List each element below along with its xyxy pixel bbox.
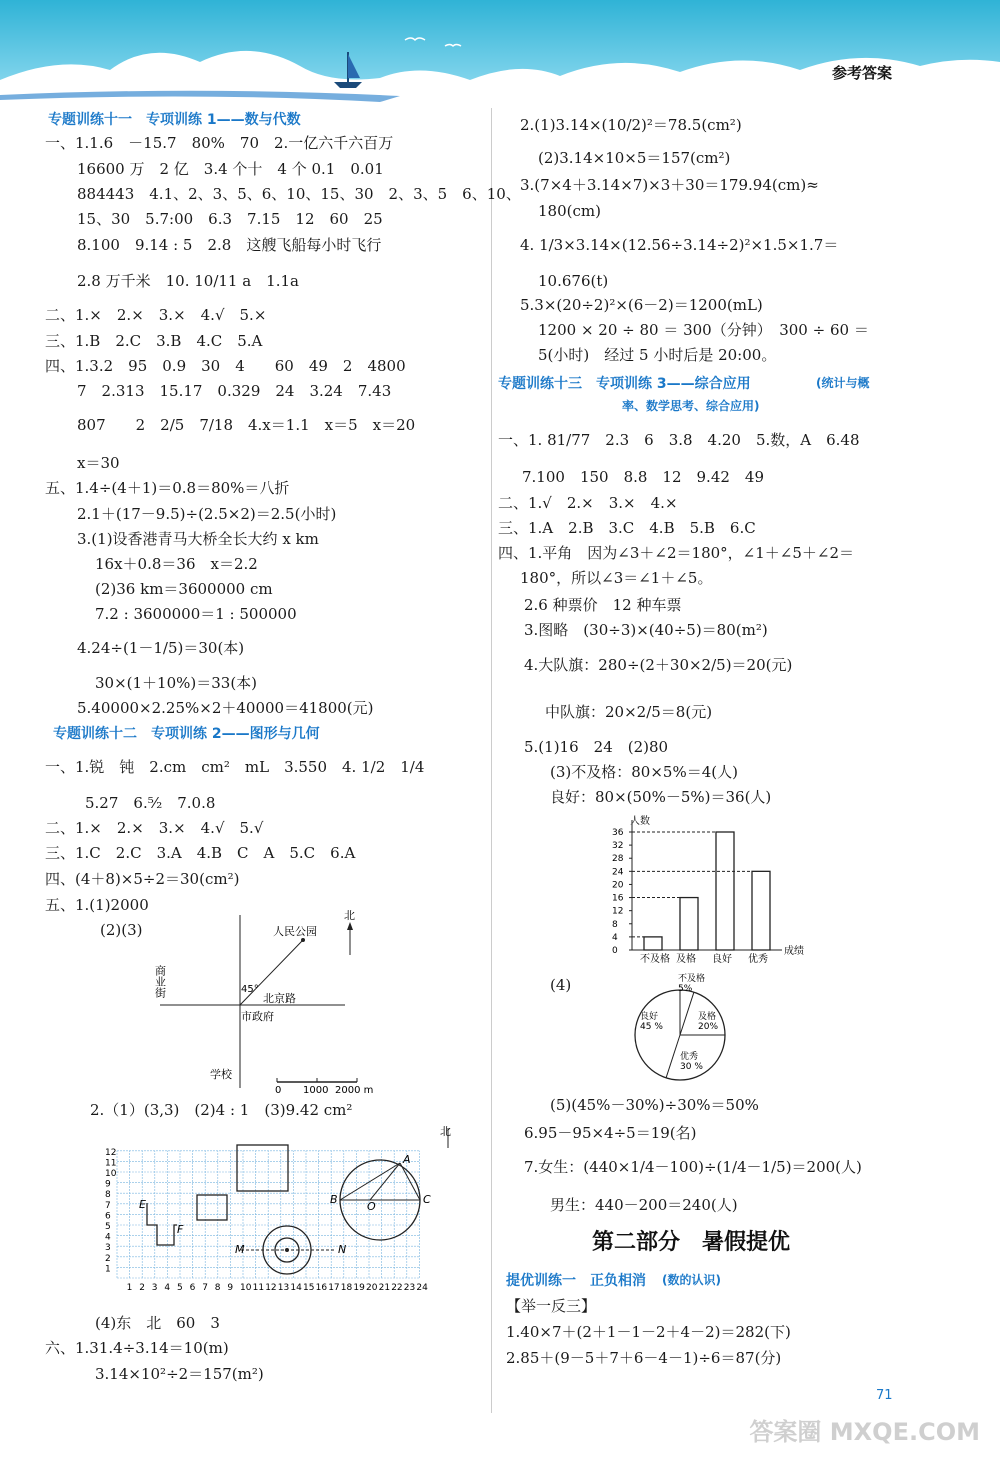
x-tick-label: 21 [378,1283,391,1293]
answer-line: 2.8 万千米 10. 10/11 a 1.1a [77,272,299,290]
map-label: 北 [344,909,355,922]
answer-line: 三、1.A 2.B 3.C 4.B 5.B 6.C [498,519,756,537]
answer-line: 7.2 : 3600000＝1 : 500000 [95,605,297,623]
section-title: 提优训练一 正负相消 [506,1273,646,1289]
point-label: A [403,1153,411,1166]
point-label: F [177,1223,184,1236]
x-tick-label: 优秀 [748,954,768,965]
answer-line: 5.40000×2.25%×2＋40000＝41800(元) [77,699,374,717]
page-number: 71 [876,1388,893,1403]
map-label: 学校 [210,1068,232,1081]
answer-line: 2.6 种票价 12 种车票 [524,596,682,614]
y-tick-label: 4 [612,932,618,943]
y-tick-label: 32 [612,841,624,852]
x-tick-label: 1 [126,1283,133,1293]
pie-chart [620,967,750,1092]
scale-label: 2000 m [335,1085,374,1096]
map-label: 商业街 [153,965,167,998]
y-tick-label: 0 [612,946,618,956]
scale-label: 0 [275,1085,282,1096]
bar [644,937,662,950]
map-label: 人民公园 [273,925,317,938]
y-tick-label: 3 [105,1243,111,1254]
pie-value-label: 20% [698,1022,719,1032]
answer-line: 3.14×10²÷2＝157(m²) [95,1365,264,1383]
x-tick-label: 16 [315,1283,328,1293]
answer-line: x＝30 [77,454,120,472]
y-tick-label: 16 [612,893,624,904]
x-tick-label: 不及格 [640,954,670,965]
column-divider [491,108,492,1413]
answer-line: 中队旗：20×2/5＝8(元) [545,703,713,721]
x-tick-label: 3 [151,1283,158,1293]
bracket-heading: 【举一反三】 [506,1297,597,1315]
map-label: 45° [241,984,259,995]
bar [680,898,698,950]
x-tick-label: 及格 [676,954,696,965]
answer-line: 二、1.× 2.× 3.× 4.√ 5.√ [45,819,264,837]
answer-line: 2.(1)3.14×(10/2)²＝78.5(cm²) [520,116,742,134]
answer-line: 四、(4＋8)×5÷2＝30(cm²) [45,870,240,888]
x-tick-label: 17 [328,1283,340,1293]
answer-line: 2.（1）(3,3) (2)4 : 1 (3)9.42 cm² [90,1101,353,1119]
pie-label: 优秀 [680,1052,699,1062]
answer-line: 30×(1＋10%)＝33(本) [95,674,258,692]
answer-line: 一、1.锐 钝 2.cm cm² mL 3.550 4. 1/2 1/4 [45,758,425,776]
header-title: 参考答案 [831,64,892,82]
map-label: 北京路 [263,992,296,1005]
y-tick-label: 11 [105,1158,117,1169]
grid-north: 北 [440,1125,451,1138]
x-tick-label: 11 [252,1283,265,1293]
answer-line: (2)3.14×10×5＝157(cm²) [538,149,731,167]
answer-line: 6.95－95×4÷5＝19(名) [524,1124,697,1142]
y-tick-label: 36 [612,828,624,838]
x-tick-label: 12 [265,1283,277,1293]
answer-line: 5(小时) 经过 5 小时后是 20:00。 [538,346,777,364]
x-tick-label: 良好 [712,954,732,965]
answer-line: 7 2.313 15.17 0.329 24 3.24 7.43 [77,382,392,400]
x-tick-label: 8 [214,1283,221,1293]
x-tick-label: 24 [416,1283,428,1293]
answer-line: 3.图略 (30÷3)×(40÷5)＝80(m²) [524,621,768,639]
pie-slice-edge [680,992,694,1035]
point-label: C [423,1193,431,1206]
answer-line: 六、1.31.4÷3.14＝10(m) [45,1339,229,1357]
x-tick-label: 6 [189,1283,196,1293]
answer-line: (2)(3) [100,921,143,939]
answer-line: (4)东 北 60 3 [95,1314,220,1332]
section-title: 专题训练十二 专项训练 2——图形与几何 [53,726,320,742]
x-tick-label: 2 [139,1283,145,1293]
x-tick-label: 23 [403,1283,416,1293]
y-tick-label: 24 [612,867,624,878]
point-label: N [338,1243,347,1256]
bar [752,871,770,950]
point-label: E [139,1198,146,1211]
x-axis-label: 成绩 [784,946,804,957]
answer-line: 10.676(t) [538,272,609,290]
answer-line: 5.27 6.⁵⁄₂ 7.0.8 [85,794,216,812]
x-tick-label: 9 [227,1283,234,1293]
header-banner [0,0,1000,110]
answer-line: 四、1.平角 因为∠3＋∠2＝180°，∠1＋∠5＋∠2＝ [498,544,855,562]
x-tick-label: 19 [353,1283,365,1293]
answer-line: (4) [550,976,572,994]
pie-label: 及格 [698,1012,717,1022]
x-tick-label: 20 [366,1283,378,1293]
answer-line: 五、1.(1)2000 [45,896,149,914]
y-tick-label: 6 [105,1211,111,1222]
point-label: O [367,1200,376,1213]
answer-line: (3)不及格：80×5%＝4(人) [550,763,738,781]
pie-slice-edge [666,1035,680,1078]
answer-line: 二、1.√ 2.× 3.× 4.× [498,494,678,512]
pie-label: 不及格 [678,974,706,984]
section-title: 专题训练十一 专项训练 1——数与代数 [48,112,301,128]
x-tick-label: 13 [277,1283,290,1293]
y-tick-label: 1 [105,1264,111,1275]
pie-label: 良好 [640,1012,659,1022]
y-tick-label: 4 [105,1232,111,1243]
answer-line: 男生：440－200＝240(人) [550,1196,738,1214]
pie-value-label: 30 % [680,1062,703,1072]
answer-line: (2)36 km＝3600000 cm [95,580,273,598]
map-label: 市政府 [241,1010,274,1023]
answer-line: 807 2 2/5 7/18 4.x＝1.1 x＝5 x＝20 [77,416,416,434]
answer-line: 4.大队旗：280÷(2＋30×2/5)＝20(元) [524,656,793,674]
pie-value-label: 5% [678,984,693,994]
bar-chart [610,810,810,970]
answer-line: 3.(1)设香港青马大桥全长大约 x km [77,530,319,548]
x-tick-label: 5 [177,1283,183,1293]
y-tick-label: 20 [612,880,624,891]
answer-line: 一、1. 81/77 2.3 6 3.8 4.20 5.数，A 6.48 [498,431,860,449]
answer-line: 7.女生：(440×1/4－100)÷(1/4－1/5)＝200(人) [524,1158,862,1176]
x-tick-label: 18 [340,1283,353,1293]
y-tick-label: 5 [105,1222,111,1232]
answer-line: 良好：80×(50%－5%)＝36(人) [550,788,772,806]
answer-line: 2.1＋(17－9.5)÷(2.5×2)＝2.5(小时) [77,505,337,523]
x-tick-label: 4 [164,1283,171,1293]
answer-line: 4.24÷(1－1/5)＝30(本) [77,639,245,657]
answer-line: 二、1.× 2.× 3.× 4.√ 5.× [45,306,267,324]
answer-line: 5.3×(20÷2)²×(6－2)＝1200(mL) [520,296,763,314]
answer-line: 四、1.3.2 95 0.9 30 4 60 49 2 4800 [45,357,406,375]
answer-line: 1.40×7＋(2＋1－1－2＋4－2)＝282(下) [506,1323,791,1341]
point-label: B [330,1193,338,1206]
answer-line: 3.(7×4＋3.14×7)×3＋30＝179.94(cm)≈ [520,176,819,194]
answer-line: 16600 万 2 亿 3.4 个十 4 个 0.1 0.01 [77,160,384,178]
y-tick-label: 8 [612,919,618,930]
answer-line: 五、1.4÷(4＋1)＝0.8＝80%＝八折 [45,479,290,497]
watermark: 答案圈 MXQE.COM [749,1418,980,1446]
answer-line: 4. 1/3×3.14×(12.56÷3.14÷2)²×1.5×1.7＝ [520,236,839,254]
y-tick-label: 12 [612,906,624,917]
answer-line: 15、30 5.7:00 6.3 7.15 12 60 25 [77,210,383,228]
y-tick-label: 7 [105,1200,111,1211]
y-tick-label: 9 [105,1179,111,1190]
answer-line: 180°，所以∠3＝∠1＋∠5。 [520,569,713,587]
answer-line: 180(cm) [538,202,601,220]
answer-line: 8.100 9.14 : 5 2.8 这艘飞船每小时飞行 [77,236,382,254]
grid-figure [105,1123,465,1308]
answer-line: 2.85＋(9－5＋7＋6－4－1)÷6＝87(分) [506,1349,782,1367]
answer-line: 三、1.C 2.C 3.A 4.B C A 5.C 6.A [45,844,356,862]
x-tick-label: 14 [290,1283,302,1293]
section-subtitle: 率、数学思考、综合应用) [622,399,760,413]
y-tick-label: 2 [105,1253,111,1264]
answer-line: (5)(45%－30%)÷30%＝50% [550,1096,759,1114]
answer-line: 5.(1)16 24 (2)80 [524,738,669,756]
answer-line: 三、1.B 2.C 3.B 4.C 5.A [45,332,263,350]
answer-line: 一、1.1.6 －15.7 80% 70 2.一亿六千六百万 [45,134,394,152]
x-tick-label: 22 [391,1283,403,1293]
point-label: M [235,1243,245,1256]
y-tick-label: 10 [105,1169,117,1179]
map-diagram [155,910,415,1095]
answer-line: 7.100 150 8.8 12 9.42 49 [522,468,765,486]
section-title: 专题训练十三 专项训练 3——综合应用 [498,376,751,392]
x-tick-label: 15 [303,1283,315,1293]
part-title: 第二部分 暑假提优 [592,1230,791,1255]
y-tick-label: 28 [612,854,624,865]
x-tick-label: 10 [240,1283,252,1293]
answer-line: 1200 × 20 ÷ 80 ＝ 300（分钟） 300 ÷ 60 ＝ [538,321,869,339]
answer-line: 884443 4.1、2、3、5、6、10、15、30 2、3、5 6、10、 [77,185,521,203]
y-tick-label: 12 [105,1147,117,1158]
x-tick-label: 7 [202,1283,208,1293]
section-subtitle: (数的认识) [662,1273,721,1287]
section-subtitle: (统计与概 [816,376,870,390]
bar [716,832,734,950]
scale-label: 1000 [303,1085,329,1096]
answer-line: 16x＋0.8＝36 x＝2.2 [95,555,258,573]
y-axis-label: 人数 [630,816,650,827]
y-tick-label: 8 [105,1190,111,1201]
pie-value-label: 45 % [640,1022,663,1032]
